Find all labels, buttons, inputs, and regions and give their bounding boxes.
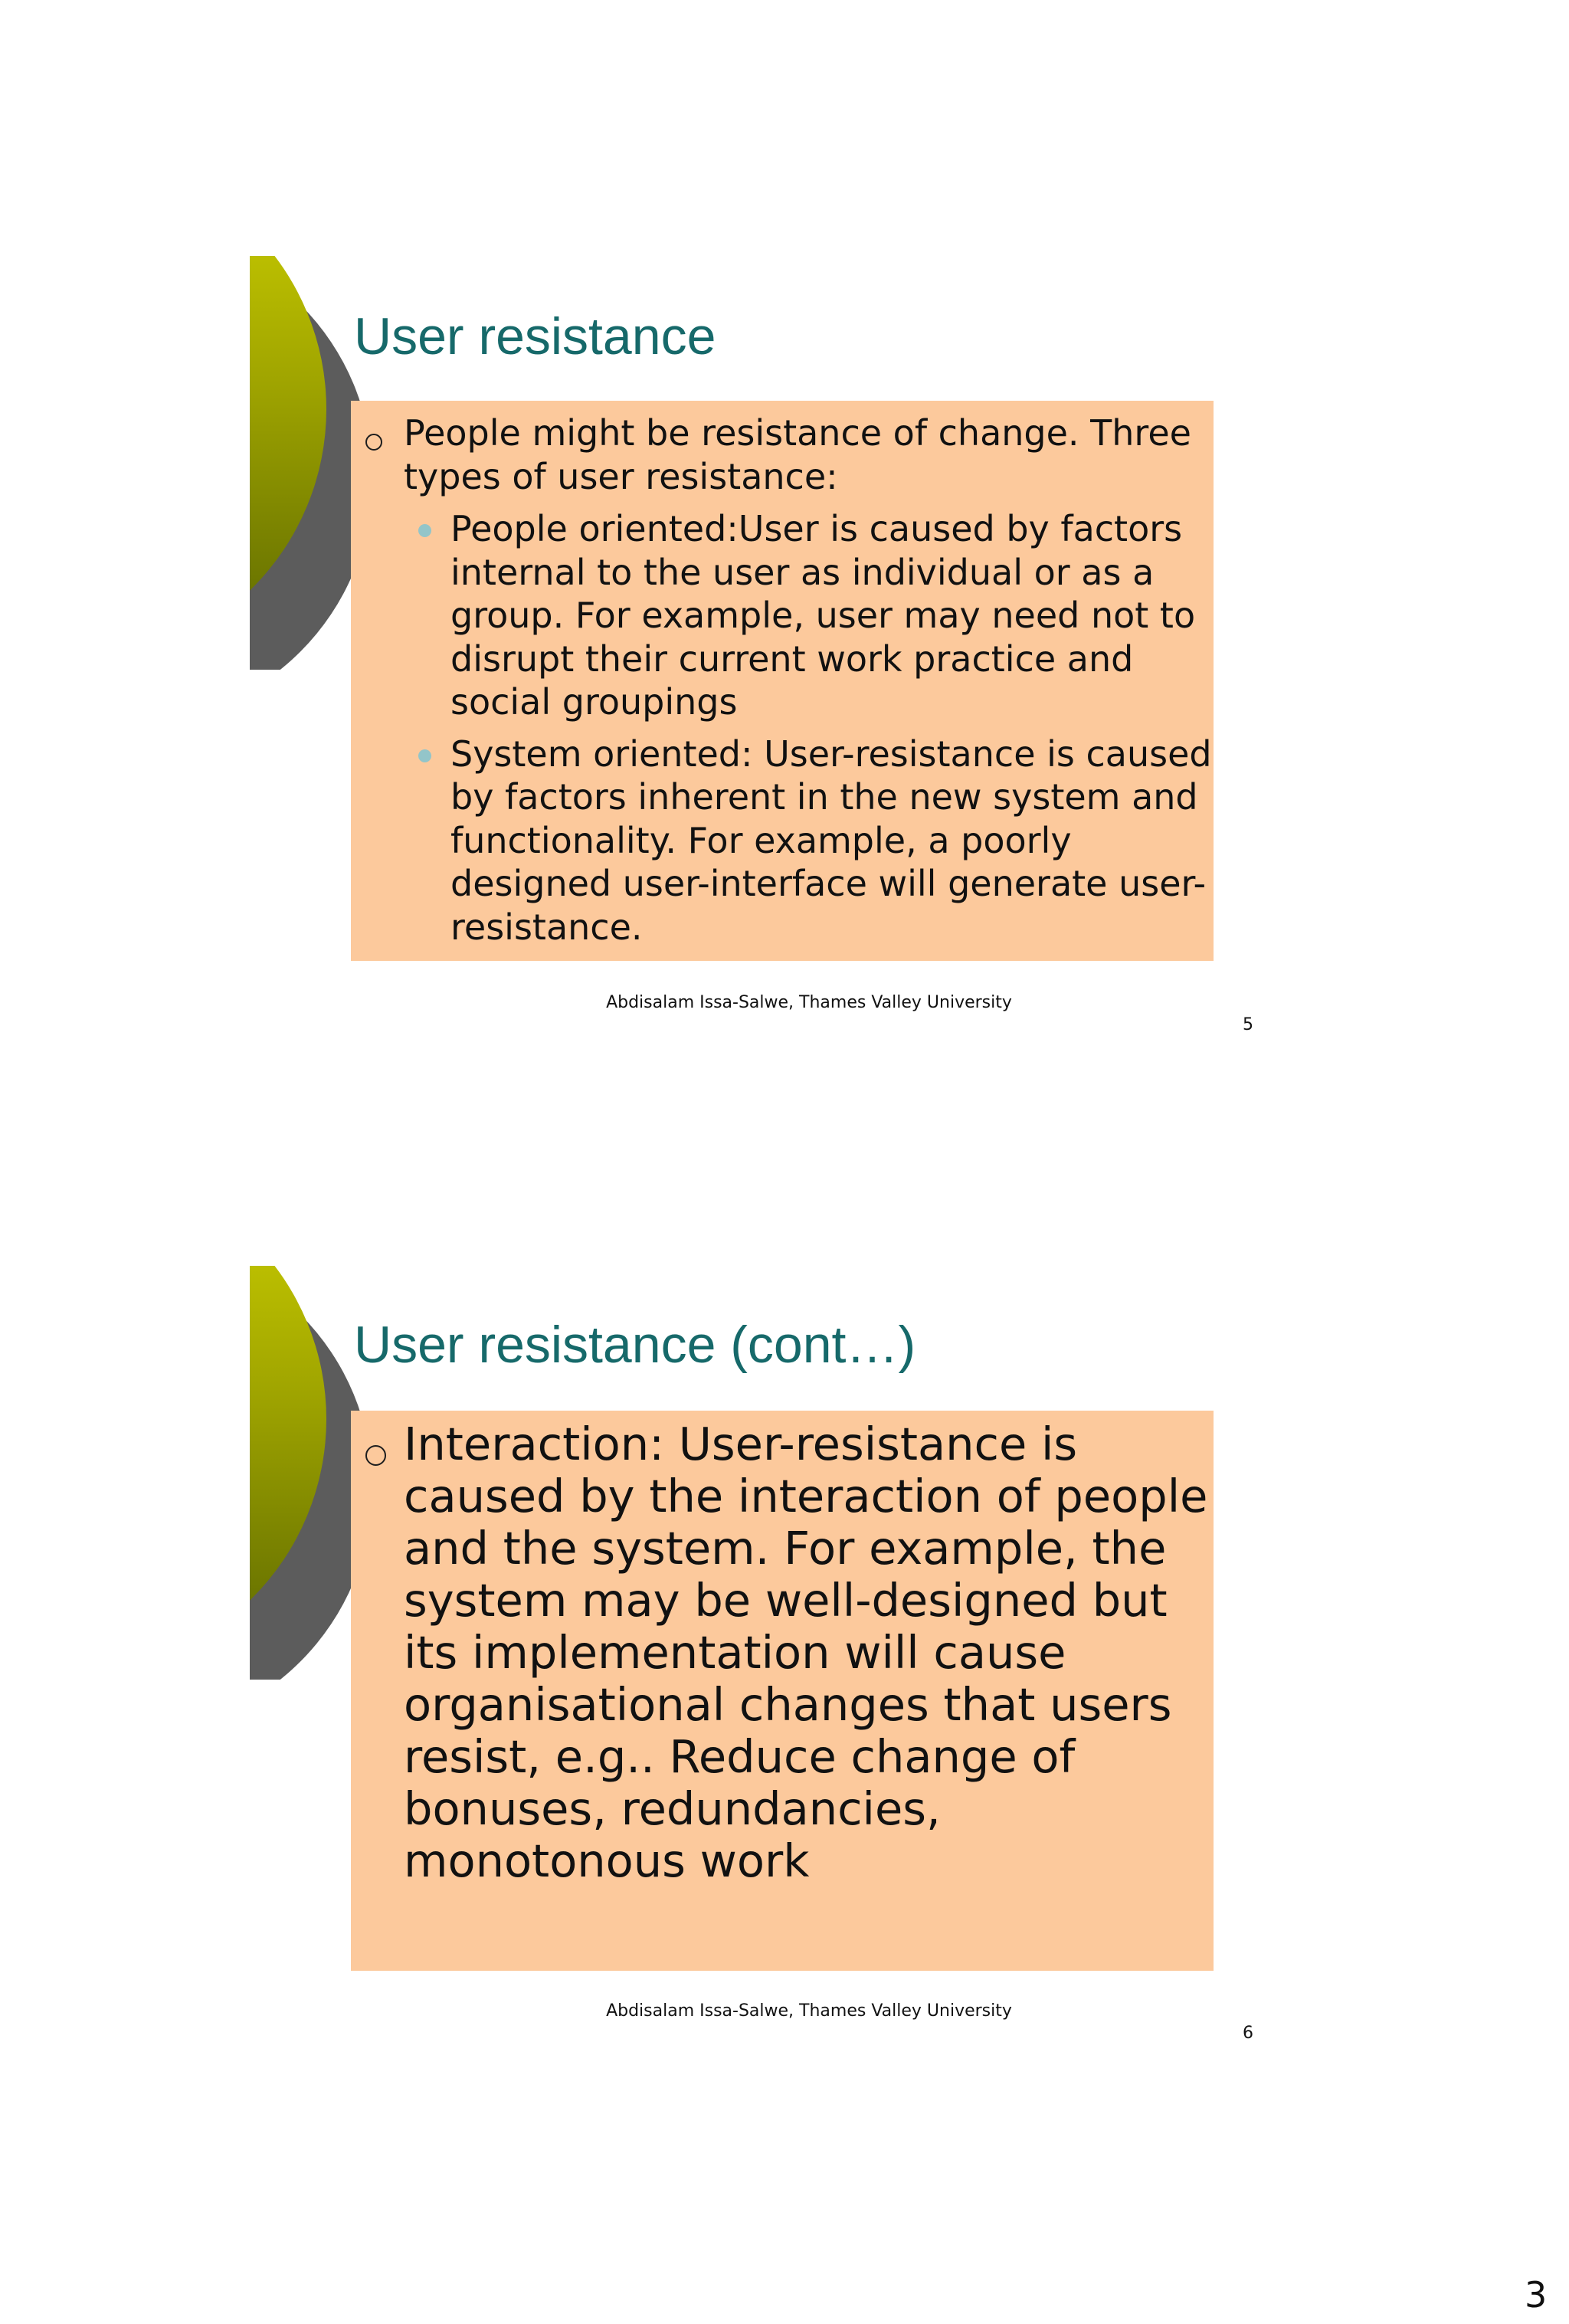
bullet-text: People might be resistance of change. Three types of user resistance: <box>404 412 1191 497</box>
hollow-circle-bullet-icon <box>365 1445 386 1466</box>
slide-title: User resistance <box>354 307 716 365</box>
bullet-item <box>351 411 1214 498</box>
dot-bullet-icon <box>418 524 431 537</box>
sub-bullet-text: System oriented: User-resistance is caused by factors inherent in the new system and functionality. For example, a poorly designed user-interface will generate user-resistance. <box>450 733 1212 948</box>
sub-bullet-list <box>351 507 1214 949</box>
slide-5 <box>0 0 1569 1149</box>
sub-bullet-item <box>351 733 1214 949</box>
content-box <box>351 401 1214 961</box>
dot-bullet-icon <box>418 749 431 762</box>
slide-number: 6 <box>1243 2024 1253 2043</box>
hollow-circle-bullet-icon <box>365 434 382 451</box>
page-number: 3 <box>1525 2274 1548 2316</box>
slide-6 <box>0 1149 1569 2191</box>
bullet-text: Interaction: User-resistance is caused by the interaction of people and the system. For example, the system may be well-designed but its implementation will cause organisational changes that users resist, e.g.. Reduce change of bonuses, redundancies, monotonous work <box>404 1418 1208 1887</box>
bullet-item <box>351 1418 1214 1887</box>
slide-footer: Abdisalam Issa-Salwe, Thames Valley University <box>606 2001 1012 2021</box>
content-box <box>351 1411 1214 1971</box>
sub-bullet-text: People oriented:User is caused by factors internal to the user as individual or as a group. For example, user may need not to disrupt their current work practice and social groupings <box>450 508 1196 723</box>
slide-title: User resistance (cont…) <box>354 1316 916 1374</box>
sub-bullet-item <box>351 507 1214 724</box>
slide-footer: Abdisalam Issa-Salwe, Thames Valley University <box>606 993 1012 1012</box>
slide-number: 5 <box>1243 1015 1253 1034</box>
